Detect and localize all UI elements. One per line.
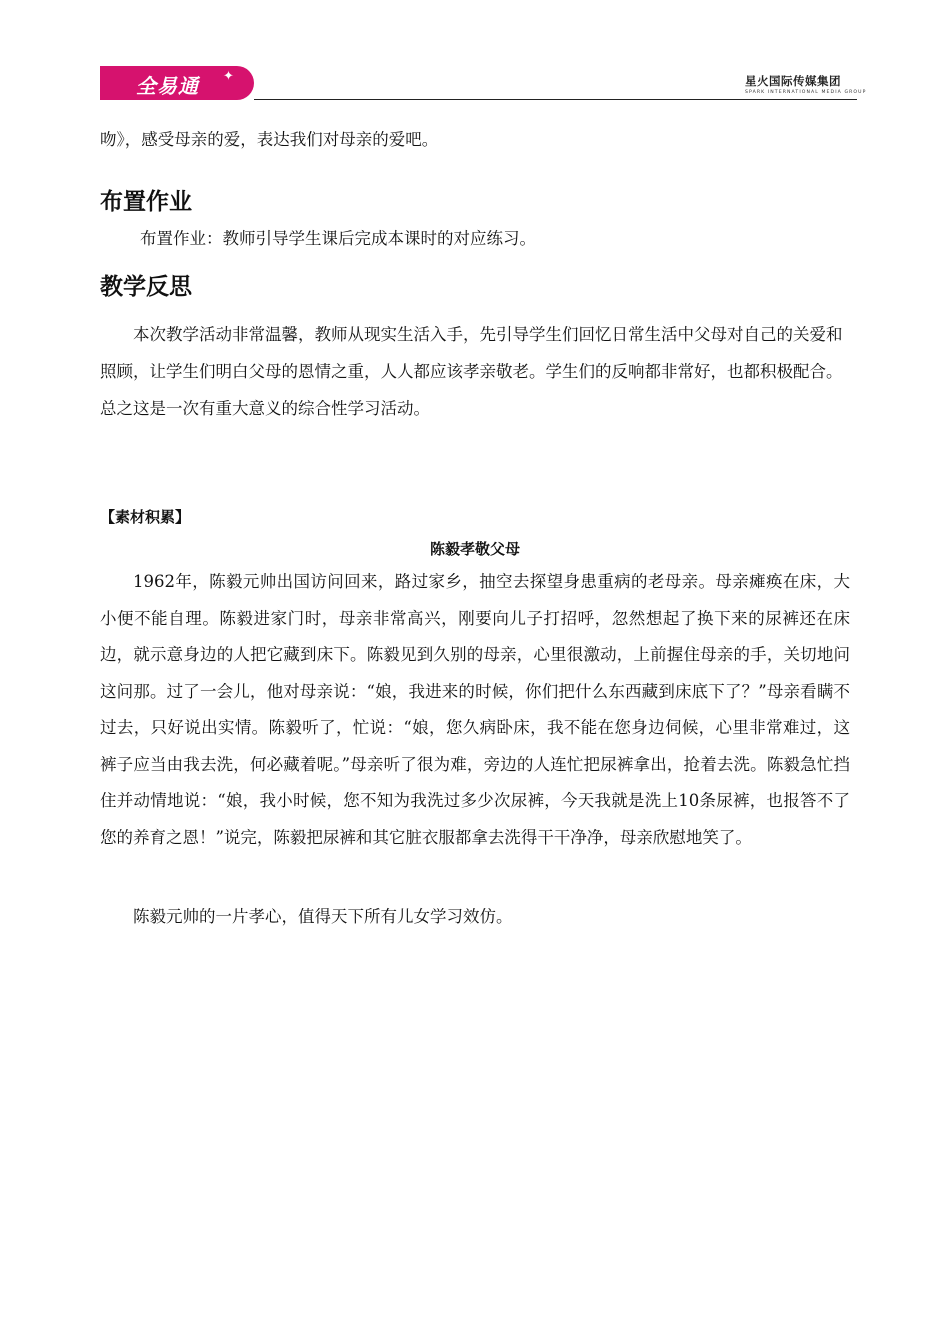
material-label: 【素材积累】 (100, 508, 191, 526)
reflection-heading: 教学反思 (100, 274, 192, 300)
sparkle-icon: ✦ (223, 69, 234, 84)
publisher-english: SPARK INTERNATIONAL MEDIA GROUP (745, 90, 867, 95)
header-divider (254, 99, 857, 100)
material-paragraph: 1962年，陈毅元帅出国访问回来，路过家乡，抽空去探望身患重病的老母亲。母亲瘫痪在床，大小便不能自理。陈毅进家门时，母亲非常高兴，刚要向儿子打招呼，忽然想起了换下来的尿裤还在床边，就示意身边的人把它藏到床下。陈毅见到久别的母亲，心里很激动，上前握住母亲的手，关切地问这问那。过了一会儿，他对母亲说：“娘，我进来的时候，你们把什么东西藏到床底下了？”母亲看瞒不过去，只好说出实情。陈毅听了，忙说：“娘，您久病卧床，我不能在您身边伺候，心里非常难过，这裤子应当由我去洗，何必藏着呢。”母亲听了很为难，旁边的人连忙把尿裤拿出，抢着去洗。陈毅急忙挡住并动情地说：“娘，我小时候，您不知为我洗过多少次尿裤，今天我就是洗上10条尿裤，也报答不了您的养育之恩！”说完，陈毅把尿裤和其它脏衣服都拿去洗得干干净净，母亲欣慰地笑了。 (100, 572, 850, 847)
homework-heading: 布置作业 (100, 189, 192, 215)
publisher-name: 星火国际传媒集团 (745, 74, 841, 88)
publisher-block (745, 73, 867, 95)
intro-tail: 吻》，感受母亲的爱，表达我们对母亲的爱吧。 (100, 130, 439, 149)
reflection-text: 本次教学活动非常温馨，教师从现实生活入手，先引导学生们回忆日常生活中父母对自己的关爱和照顾，让学生们明白父母的恩情之重，人人都应该孝亲敬老。学生们的反响都非常好，也都积极配合。总之这是一次有重大意义的综合性学习活动。 (100, 325, 843, 418)
logo-text: 全易通 (136, 74, 199, 98)
material-conclusion: 陈毅元帅的一片孝心，值得天下所有儿女学习效仿。 (133, 907, 513, 926)
material-title: 陈毅孝敬父母 (429, 540, 520, 558)
brand-logo (100, 66, 254, 100)
homework-text: 布置作业：教师引导学生课后完成本课时的对应练习。 (140, 229, 536, 248)
page-header (100, 66, 867, 102)
